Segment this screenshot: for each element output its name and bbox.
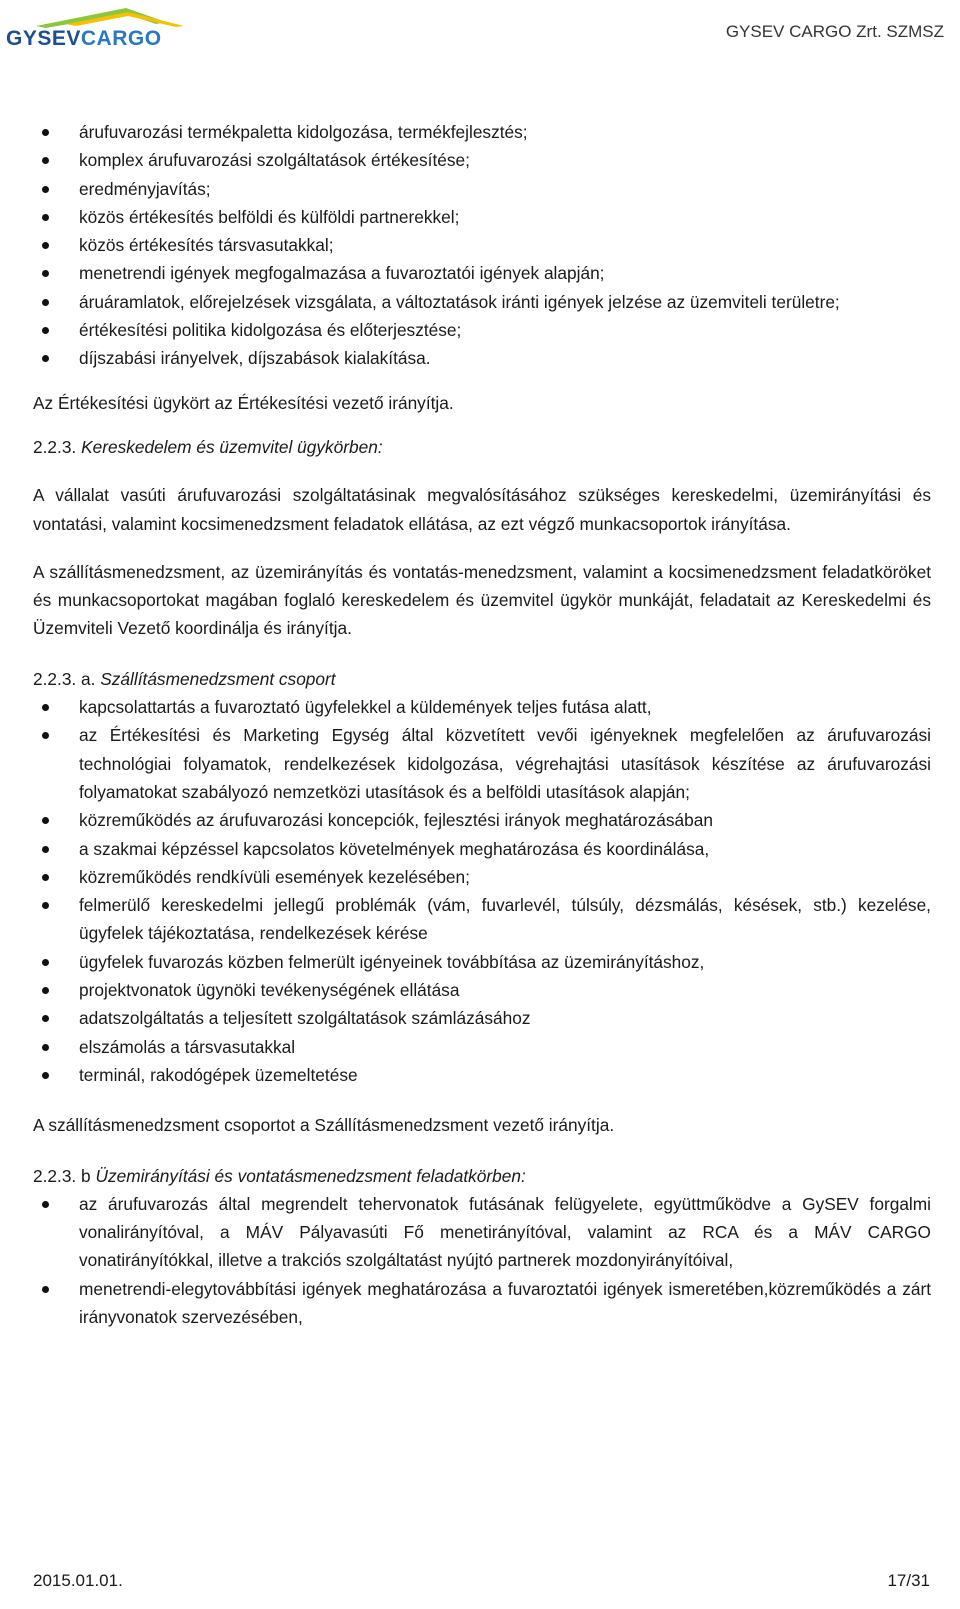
list-item: az Értékesítési és Marketing Egység által közvetített vevői igényeknek megfelelően az árufuvarozási technológiai folyamatok, rendelkezések kidolgozása, végrehajtási utasítások készítése az árufuvarozási folyamatokat szabályozó nemzetközi utasítások és a belföldi utasítások alapján; [33, 721, 931, 806]
section-number: 2.2.3. a. [33, 668, 96, 689]
list-item: közös értékesítés társvasutakkal; [33, 231, 931, 259]
list-item: menetrendi igények megfogalmazása a fuvaroztatói igények alapján; [33, 259, 931, 287]
list-item: komplex árufuvarozási szolgáltatások értékesítése; [33, 146, 931, 174]
paragraph: Az Értékesítési ügykört az Értékesítési vezető irányítja. [33, 392, 454, 413]
section-title: Üzemirányítási és vontatásmenedzsment feladatkörben: [95, 1165, 526, 1186]
logo-text-gysev: GYSEV [6, 27, 81, 50]
section-heading-2-2-3-a [33, 665, 931, 693]
page-number: 17/31 [887, 1571, 930, 1590]
footer-date: 2015.01.01. [33, 1571, 123, 1590]
list-item: projektvonatok ügynöki tevékenységének ellátása [33, 976, 931, 1004]
list-item: az árufuvarozás által megrendelt tehervonatok futásának felügyelete, együttműködve a GySEV forgalmi vonalirányítóval, a MÁV Pályavasúti Fő menetirányítóval, valamint az RCA és a MÁV CARGO vonatirányítókkal, illetve a trakciós szolgáltatást nyújtó partnerek mozdonyirányítóival, [33, 1190, 931, 1275]
list-item: értékesítési politika kidolgozása és előterjesztése; [33, 316, 931, 344]
list-item: a szakmai képzéssel kapcsolatos követelmények meghatározása és koordinálása, [33, 835, 931, 863]
paragraph: A szállításmenedzsment, az üzemirányítás és vontatás-menedzsment, valamint a kocsimenedzsment feladatköröket és munkacsoportokat magában foglaló kereskedelem és üzemvitel ügykör munkáját, feladatait az Kereskedelmi és Üzemviteli Vezető koordinálja és irányítja. [33, 561, 931, 639]
list-item: közreműködés az árufuvarozási koncepciók, fejlesztési irányok meghatározásában [33, 806, 931, 834]
list-item: elszámolás a társvasutakkal [33, 1033, 931, 1061]
paragraph: A szállításmenedzsment csoportot a Szállításmenedzsment vezető irányítja. [33, 1115, 615, 1136]
section-number: 2.2.3. b [33, 1165, 91, 1186]
document-title: GYSEV CARGO Zrt. SZMSZ [725, 22, 944, 41]
list-item: adatszolgáltatás a teljesített szolgáltatások számlázásához [33, 1004, 931, 1032]
section-heading-2-2-3 [33, 433, 931, 461]
gysev-cargo-logo [6, 6, 186, 48]
operations-tasks-list [33, 1190, 931, 1331]
logo-wordmark [6, 28, 162, 50]
section-heading-2-2-3-b [33, 1162, 931, 1190]
list-item: felmerülő kereskedelmi jellegű problémák (vám, fuvarlevél, túlsúly, dézsmálás, késések, stb.) kezelése, ügyfelek tájékoztatása, rendelkezések kérése [33, 891, 931, 948]
list-item: kapcsolattartás a fuvaroztató ügyfelekkel a küldemények teljes futása alatt, [33, 693, 931, 721]
list-item: árufuvarozási termékpaletta kidolgozása, termékfejlesztés; [33, 118, 931, 146]
list-item: közreműködés rendkívüli események kezelésében; [33, 863, 931, 891]
sales-tasks-list [33, 118, 931, 373]
paragraph: A vállalat vasúti árufuvarozási szolgáltatásinak megvalósításához szükséges kereskedelmi, üzemirányítási és vontatási, valamint kocsimenedzsment feladatok ellátása, az ezt végző munkacsoportok irányítása. [33, 485, 931, 534]
list-item: terminál, rakodógépek üzemeltetése [33, 1061, 931, 1089]
list-item: közös értékesítés belföldi és külföldi partnerekkel; [33, 203, 931, 231]
shipping-management-tasks-list [33, 693, 931, 1089]
page-header [0, 0, 960, 56]
list-item: ügyfelek fuvarozás közben felmerült igényeinek továbbítása az üzemirányításhoz, [33, 948, 931, 976]
section-number: 2.2.3. [33, 436, 77, 457]
document-body [33, 118, 931, 1331]
logo-text-cargo: CARGO [80, 27, 162, 50]
list-item: eredményjavítás; [33, 175, 931, 203]
section-title: Kereskedelem és üzemvitel ügykörben: [81, 436, 383, 457]
list-item: menetrendi-elegytovábbítási igények meghatározása a fuvaroztatói igények ismeretében,közreműködés a zárt irányvonatok szervezésében, [33, 1275, 931, 1332]
section-title: Szállításmenedzsment csoport [100, 668, 336, 689]
list-item: áruáramlatok, előrejelzések vizsgálata, a változtatások iránti igények jelzése az üzemviteli területre; [33, 288, 931, 316]
list-item: díjszabási irányelvek, díjszabások kialakítása. [33, 344, 931, 372]
